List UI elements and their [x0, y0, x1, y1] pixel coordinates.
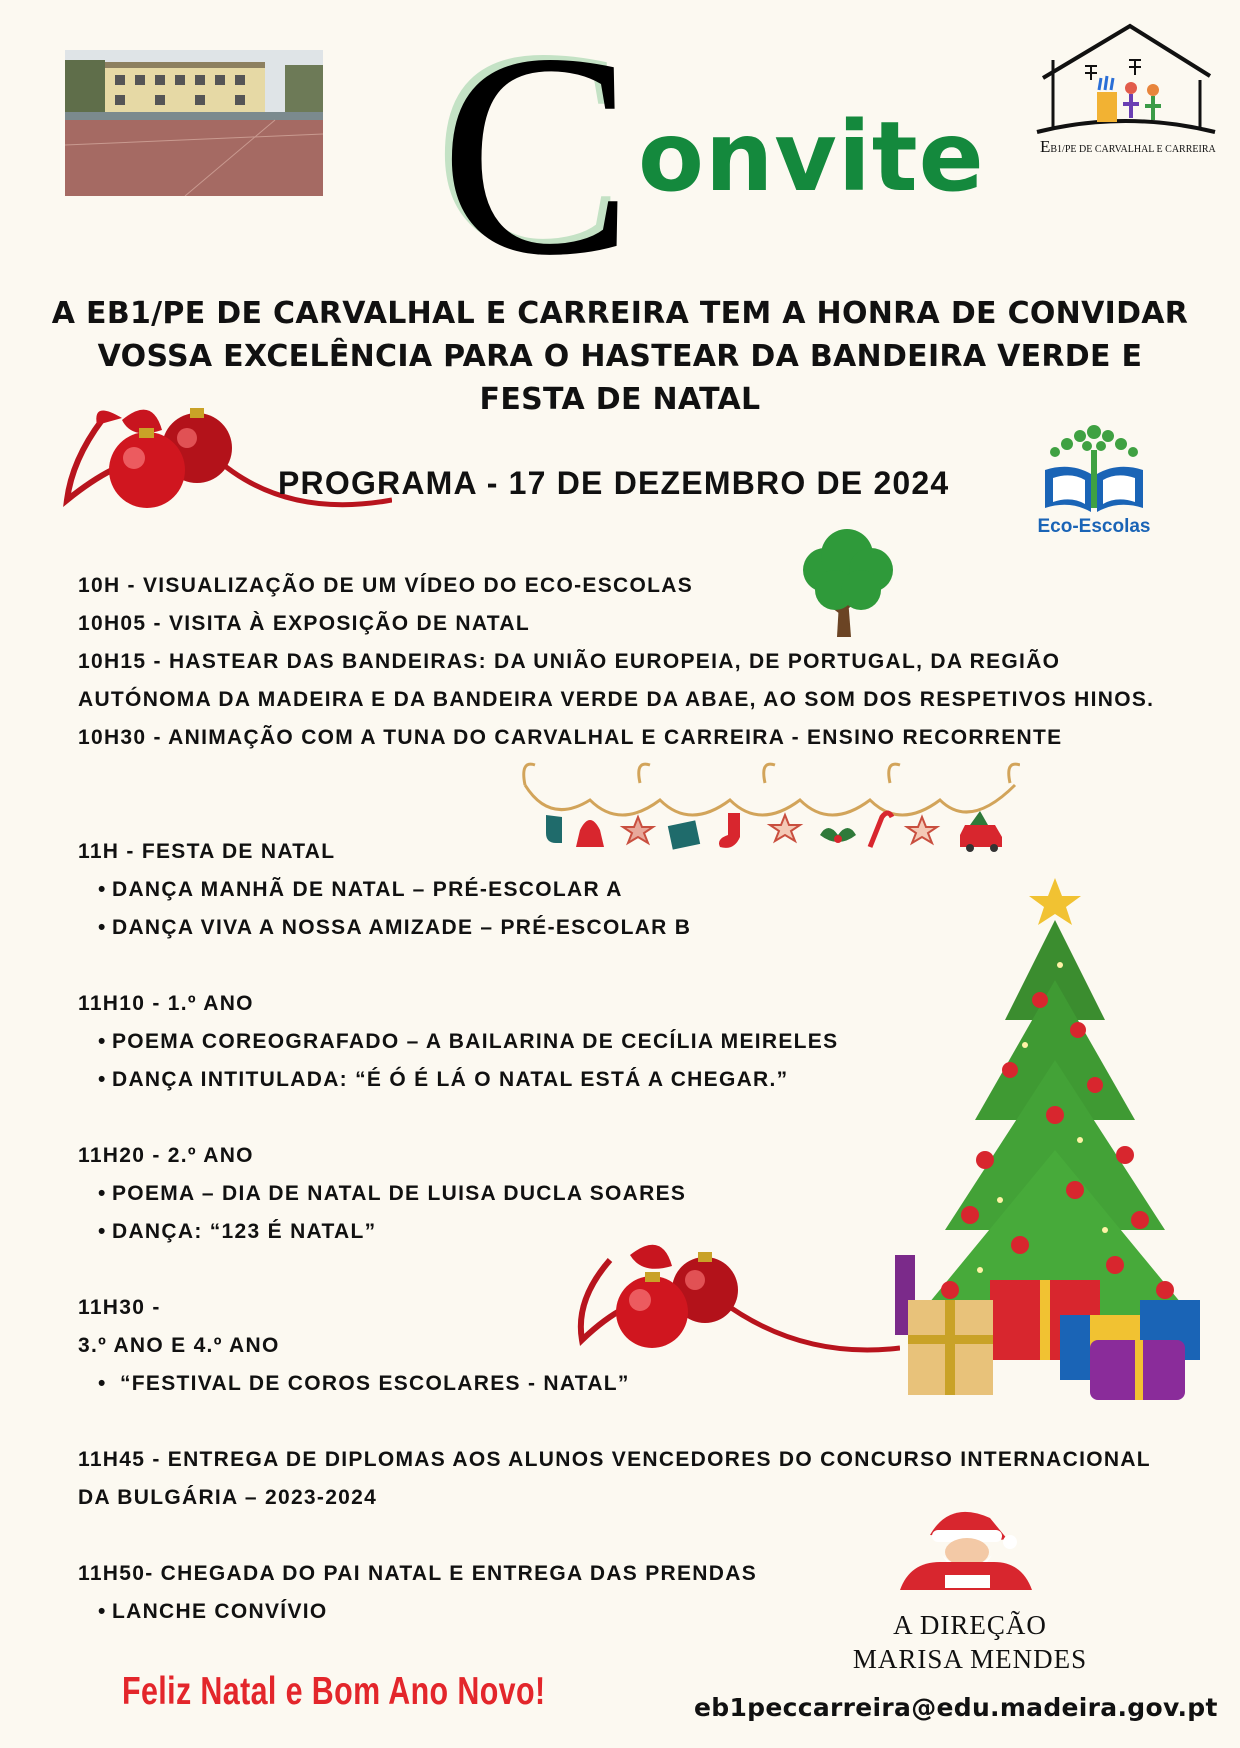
signature-name: MARISA MENDES — [852, 1644, 1088, 1674]
program-line: 10H30 - ANIMAÇÃO COM A TUNA DO CARVALHAL E CARREIRA - ENSINO RECORRENTE — [78, 726, 1063, 749]
program-line: 11H - FESTA DE NATAL — [78, 840, 336, 863]
program-bullet: • “FESTIVAL DE COROS ESCOLARES - NATAL” — [98, 1372, 630, 1395]
school-photo — [65, 50, 323, 196]
program-title: PROGRAMA - 17 DE DEZEMBRO DE 2024 — [278, 465, 950, 501]
christmas-garland-icon — [520, 755, 1020, 865]
program-bullet: • POEMA COREOGRAFADO – A BAILARINA DE CECÍLIA MEIRELES — [98, 1030, 839, 1053]
program-bullet: • DANÇA: “123 É NATAL” — [98, 1220, 377, 1243]
greeting-text: Feliz Natal e Bom Ano Novo! — [122, 1670, 546, 1713]
program-bullet: • DANÇA VIVA A NOSSA AMIZADE – PRÉ-ESCOLAR B — [98, 916, 692, 939]
tree-icon — [785, 525, 900, 640]
signature — [835, 1608, 1105, 1676]
title-initial: C — [440, 0, 634, 315]
title-rest: onvite — [638, 101, 985, 213]
program-line: DA BULGÁRIA – 2023-2024 — [78, 1486, 378, 1509]
santa-claus-icon — [890, 1500, 1040, 1590]
program-line: 10H05 - VISITA À EXPOSIÇÃO DE NATAL — [78, 612, 530, 635]
program-line: 11H20 - 2.º ANO — [78, 1144, 254, 1167]
signature-title: A DIREÇÃO — [893, 1610, 1047, 1640]
program-line: 11H10 - 1.º ANO — [78, 992, 254, 1015]
christmas-tree-icon — [890, 870, 1205, 1400]
program-bullet: • DANÇA MANHÃ DE NATAL – PRÉ-ESCOLAR A — [98, 878, 623, 901]
headline-line: FESTA DE NATAL — [479, 382, 761, 417]
contact-email: eb1peccarreira@edu.madeira.gov.pt — [694, 1693, 1218, 1722]
program-line: AUTÓNOMA DA MADEIRA E DA BANDEIRA VERDE DA ABAE, AO SOM DOS RESPETIVOS HINOS. — [78, 688, 1155, 711]
christmas-baubles-bottom-icon — [570, 1230, 900, 1370]
program-line: 10H - VISUALIZAÇÃO DE UM VÍDEO DO ECO-ESCOLAS — [78, 574, 694, 597]
program-line: 3.º ANO E 4.º ANO — [78, 1334, 280, 1357]
eco-escolas-label: Eco-Escolas — [1037, 516, 1151, 537]
program-bullet: • LANCHE CONVÍVIO — [98, 1600, 328, 1623]
program-bullet: • POEMA – DIA DE NATAL DE LUISA DUCLA SOARES — [98, 1182, 687, 1205]
program-line: 11H30 - — [78, 1296, 161, 1319]
headline-line: A EB1/PE DE CARVALHAL E CARREIRA TEM A HONRA DE CONVIDAR — [51, 296, 1189, 331]
headline-line: VOSSA EXCELÊNCIA PARA O HASTEAR DA BANDEIRA VERDE E — [97, 339, 1143, 374]
program-line: 10H15 - HASTEAR DAS BANDEIRAS: DA UNIÃO EUROPEIA, DE PORTUGAL, DA REGIÃO — [78, 650, 1061, 673]
program-line: 11H45 - ENTREGA DE DIPLOMAS AOS ALUNOS VENCEDORES DO CONCURSO INTERNACIONAL — [78, 1448, 1151, 1471]
logo-caption: EB1/PE DE CARVALHAL E CARREIRA — [1040, 137, 1216, 156]
program-bullet: • DANÇA INTITULADA: “É Ó É LÁ O NATAL ESTÁ A CHEGAR.” — [98, 1068, 789, 1091]
school-logo — [1035, 20, 1220, 155]
program-line: 11H50- CHEGADA DO PAI NATAL E ENTREGA DAS PRENDAS — [78, 1562, 758, 1585]
eco-escolas-logo — [1035, 420, 1153, 540]
